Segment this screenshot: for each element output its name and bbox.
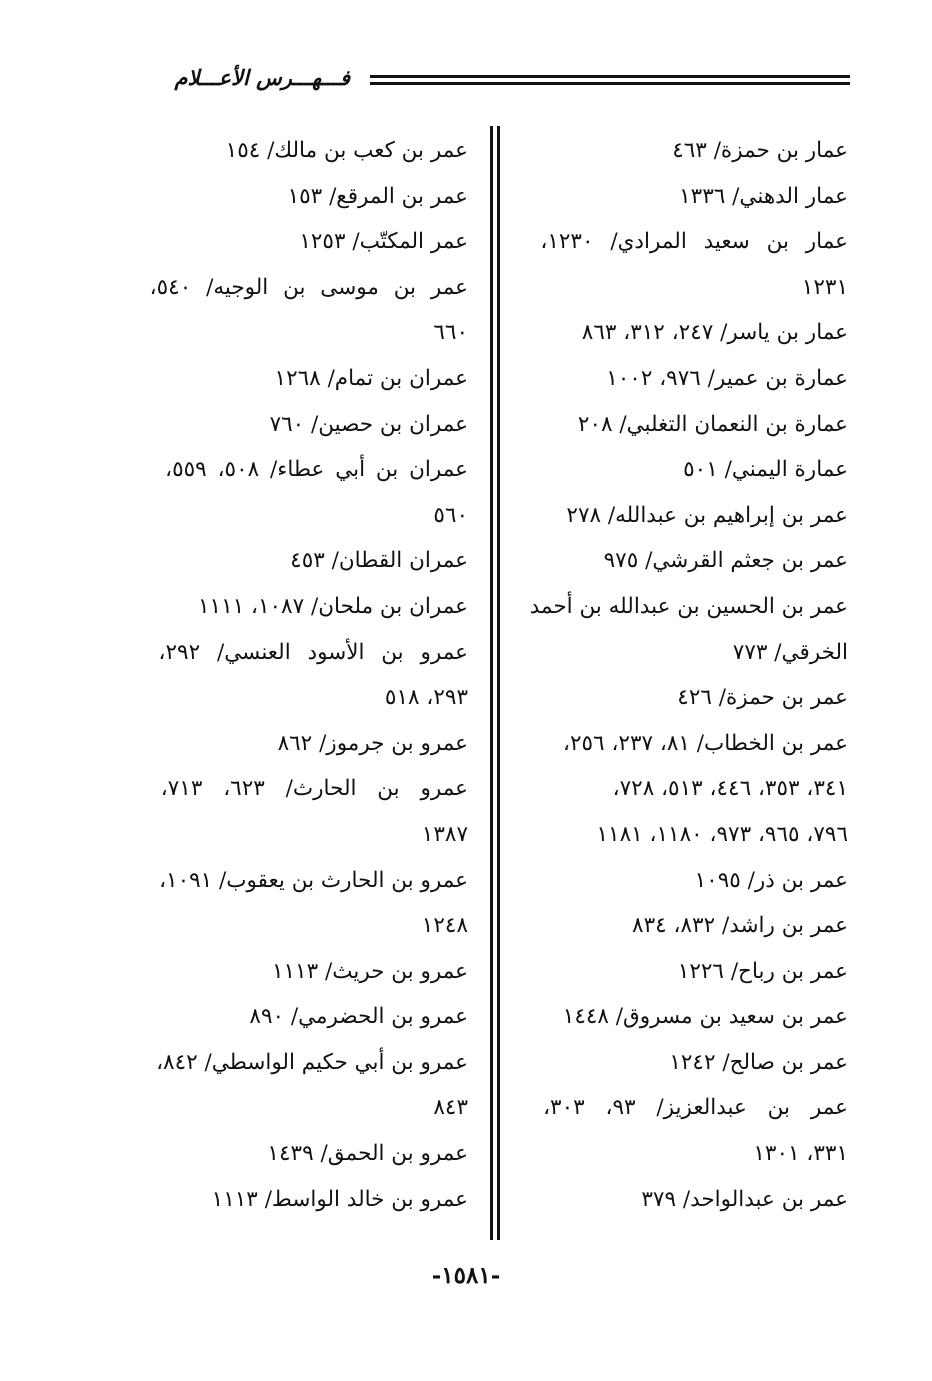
- index-entry: عمر بن عبدالعزيز/ ٩٣، ٣٠٣،: [543, 1095, 848, 1121]
- index-entry-continuation: ١٢٤٨: [421, 913, 468, 939]
- index-entry: عمار بن ياسر/ ٢٤٧، ٣١٢، ٨٦٣: [581, 320, 848, 346]
- index-entry: عمرو بن الحارث بن يعقوب/ ١٠٩١،: [159, 867, 468, 893]
- index-entry-continuation: ١٢٣١: [801, 274, 848, 300]
- index-entry: عمر بن حمزة/ ٤٢٦: [677, 685, 848, 711]
- index-entry: عمر بن المرقع/ ١٥٣: [287, 183, 468, 209]
- index-column-left: [128, 128, 468, 1222]
- index-entry: عمرو بن الأسود العنسي/ ٢٩٢،: [158, 639, 468, 665]
- index-entry: عمران بن حصين/ ٧٦٠: [269, 411, 468, 437]
- index-entry-continuation: ٧٩٦، ٩٦٥، ٩٧٣، ١١٨٠، ١١٨١: [596, 821, 848, 847]
- index-entry-continuation: ٥٦٠: [433, 502, 468, 528]
- index-column-right: [520, 128, 848, 1222]
- index-entry-continuation: ٨٤٣: [433, 1095, 468, 1121]
- index-entry: عمار بن سعيد المرادي/ ١٢٣٠،: [540, 229, 848, 255]
- index-entry: عمرو بن جرموز/ ٨٦٢: [277, 730, 468, 756]
- index-entry-continuation: ٣٤١، ٣٥٣، ٤٤٦، ٥١٣، ٧٢٨،: [612, 776, 848, 802]
- index-entry: عمرو بن حريث/ ١١١٣: [271, 958, 468, 984]
- index-entry: عمارة بن عمير/ ٩٧٦، ١٠٠٢: [606, 365, 848, 391]
- index-entry: عمران بن ملحان/ ١٠٨٧، ١١١١: [197, 593, 468, 619]
- index-entry: عمر بن موسى بن الوجيه/ ٥٤٠،: [149, 274, 468, 300]
- index-entry: عمر بن رباح/ ١٢٢٦: [677, 958, 848, 984]
- index-entry-continuation: ٢٩٣، ٥١٨: [384, 685, 468, 711]
- index-entry: عمران بن أبي عطاء/ ٥٠٨، ٥٥٩،: [165, 457, 468, 483]
- header-title: فـــهـــرس الأعـــلام: [174, 66, 350, 90]
- index-entry-continuation: الخرقي/ ٧٧٣: [732, 639, 848, 665]
- index-entry: عمارة بن النعمان التغلبي/ ٢٠٨: [577, 411, 848, 437]
- page-header: [134, 60, 850, 100]
- index-entry: عمر بن ذر/ ١٠٩٥: [694, 867, 848, 893]
- index-entry: عمر بن الحسين بن عبدالله بن أحمد: [529, 593, 848, 619]
- index-entry: عمر بن صالح/ ١٢٤٢: [669, 1049, 848, 1075]
- header-rule-bottom: [370, 82, 850, 85]
- index-entry: عمرو بن الحارث/ ٦٢٣، ٧١٣،: [160, 776, 468, 802]
- column-divider-right-rule: [497, 126, 500, 1240]
- page-number: -١٥٨١-: [431, 1262, 501, 1289]
- index-entry: عمرو بن خالد الواسط/ ١١١٣: [211, 1186, 468, 1212]
- column-divider-left-rule: [490, 126, 493, 1240]
- index-entry: عمران بن تمام/ ١٢٦٨: [274, 365, 468, 391]
- index-entry: عمران القطان/ ٤٥٣: [290, 548, 468, 574]
- index-entry: عمرو بن الحضرمي/ ٨٩٠: [249, 1004, 468, 1030]
- index-entry-continuation: ١٣٨٧: [421, 821, 468, 847]
- index-entry: عمر بن جعثم القرشي/ ٩٧٥: [603, 548, 848, 574]
- index-entry: عمر بن الخطاب/ ٨١، ٢٣٧، ٢٥٦،: [563, 730, 848, 756]
- index-entry: عمر المكتّب/ ١٢٥٣: [299, 229, 468, 255]
- index-entry: عمر بن كعب بن مالك/ ١٥٤: [225, 138, 468, 163]
- index-entry: عمر بن راشد/ ٨٣٢، ٨٣٤: [632, 913, 848, 939]
- header-rule-top: [370, 75, 850, 78]
- index-entry: عمر بن إبراهيم بن عبدالله/ ٢٧٨: [566, 502, 848, 528]
- index-entry-continuation: ٦٦٠: [433, 320, 468, 346]
- index-entry: عمار الدهني/ ١٣٣٦: [679, 183, 848, 209]
- index-entry-continuation: ٣٣١، ١٣٠١: [753, 1141, 848, 1167]
- index-entry: عمر بن سعيد بن مسروق/ ١٤٤٨: [562, 1004, 848, 1030]
- index-entry: عمر بن عبدالواحد/ ٣٧٩: [641, 1186, 848, 1212]
- index-entry: عمرو بن الحمق/ ١٤٣٩: [267, 1141, 468, 1167]
- index-entry: عمرو بن أبي حكيم الواسطي/ ٨٤٢،: [156, 1049, 468, 1075]
- index-entry: عمار بن حمزة/ ٤٦٣: [672, 138, 848, 163]
- index-entry: عمارة اليمني/ ٥٠١: [683, 457, 848, 483]
